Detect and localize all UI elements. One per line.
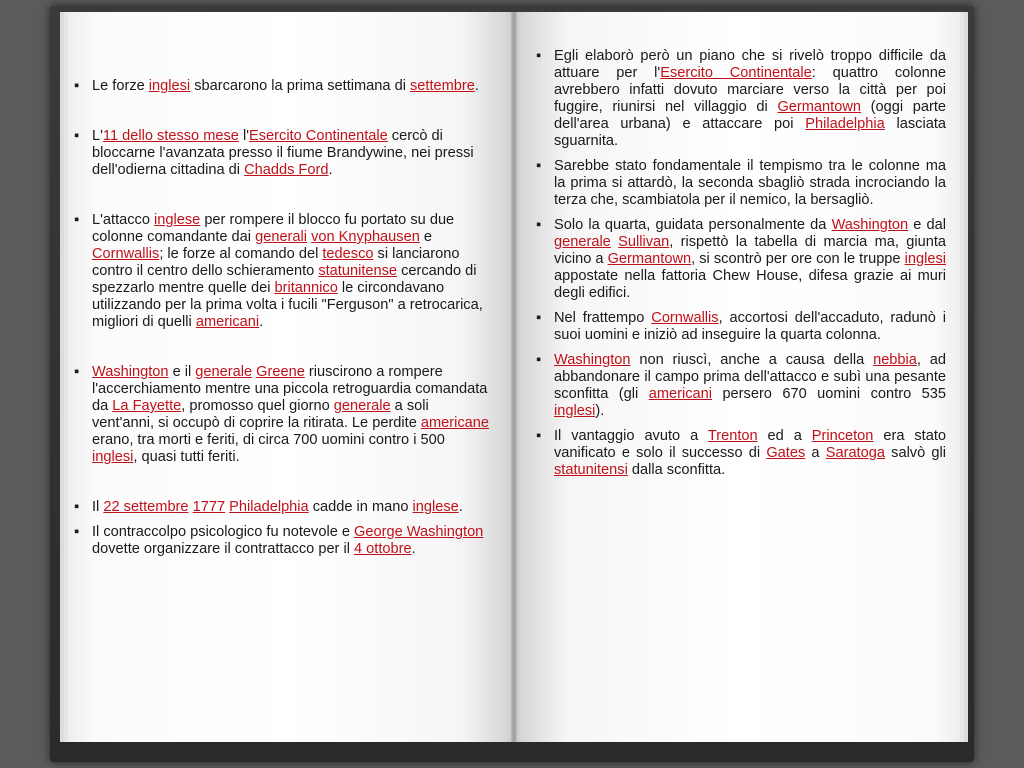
wiki-link[interactable]: La Fayette bbox=[112, 398, 182, 414]
list-item bbox=[536, 217, 946, 302]
list-item bbox=[536, 48, 946, 150]
wiki-link[interactable]: Saratoga bbox=[825, 445, 885, 461]
wiki-link[interactable]: inglesi bbox=[904, 251, 946, 267]
text-segment: sbarcarono la prima settimana di bbox=[190, 78, 410, 94]
wiki-link[interactable]: Germantown bbox=[607, 251, 692, 267]
text-segment: , accortosi dell'accaduto, radunò i suoi uomini e iniziò ad inseguire la quarta colonna. bbox=[554, 310, 946, 343]
text-segment: persero 670 uomini contro 535 bbox=[711, 386, 946, 402]
wiki-link[interactable]: Philadelphia bbox=[229, 499, 309, 515]
wiki-link[interactable]: generali bbox=[255, 229, 308, 245]
text-segment: a bbox=[805, 445, 826, 461]
wiki-link[interactable]: inglese bbox=[154, 212, 201, 228]
text-segment: . bbox=[259, 314, 264, 330]
text-segment: Il contraccolpo psicologico fu notevole e bbox=[92, 524, 355, 540]
left-bullet-list bbox=[74, 78, 492, 591]
wiki-link[interactable]: George Washington bbox=[354, 524, 484, 540]
text-segment: salvò gli bbox=[884, 445, 947, 461]
wiki-link[interactable]: Trenton bbox=[707, 428, 758, 444]
text-segment: , quasi tutti feriti. bbox=[133, 449, 240, 465]
text-segment: era stato vanificato e solo il successo di bbox=[554, 428, 947, 461]
text-segment: cadde in mano bbox=[308, 499, 413, 515]
text-segment: cercò di bloccarne l'avanzata presso il fiume Brandywine, nei pressi dell'odierna cittadina di bbox=[92, 128, 474, 178]
text-segment: non riuscì, anche a causa della bbox=[630, 352, 874, 368]
wiki-link[interactable]: settembre bbox=[410, 78, 475, 94]
list-item bbox=[74, 128, 492, 179]
bullet-icon: ▪ bbox=[74, 128, 80, 144]
bullet-icon: ▪ bbox=[74, 364, 80, 380]
wiki-link[interactable]: Germantown bbox=[777, 99, 861, 115]
right-bullet-list bbox=[536, 48, 946, 487]
text-segment: Solo la quarta, guidata personalmente da bbox=[554, 217, 832, 233]
wiki-link[interactable]: Esercito Continentale bbox=[660, 65, 812, 81]
text-segment: ; le forze al comando del bbox=[159, 246, 323, 262]
bullet-icon: ▪ bbox=[536, 428, 542, 444]
text-segment: dalla sconfitta. bbox=[627, 462, 726, 478]
bullet-icon: ▪ bbox=[536, 217, 542, 233]
wiki-link[interactable]: 11 dello stesso mese bbox=[102, 128, 239, 144]
text-segment: a soli vent'anni, si occupò di coprire la ritirata. Le perdite bbox=[92, 398, 429, 431]
text-segment: (oggi parte dell'area urbana) e attaccare poi bbox=[554, 99, 946, 132]
text-segment: Il bbox=[92, 499, 104, 515]
list-item bbox=[536, 428, 946, 479]
bullet-icon: ▪ bbox=[536, 48, 542, 64]
bullet-icon: ▪ bbox=[536, 352, 542, 368]
wiki-link[interactable]: Greene bbox=[256, 364, 305, 380]
wiki-link[interactable]: inglese bbox=[412, 499, 459, 515]
list-item bbox=[74, 524, 492, 558]
list-item bbox=[74, 364, 492, 466]
wiki-link[interactable]: 22 settembre bbox=[103, 499, 189, 515]
text-segment: e bbox=[419, 229, 432, 245]
text-segment: erano, tra morti e feriti, di circa 700 uomini contro i 500 bbox=[92, 432, 445, 448]
text-segment: Sarebbe stato fondamentale il tempismo tra le colonne ma la prima si attardò, la seconda sbagliò strada incrociando la terza che, scambiatola per il nemico, la bersagliò. bbox=[554, 158, 946, 208]
text-segment: le circondavano utilizzando per la prima volta i fucili "Ferguson" a retrocarica, migliori di quelli bbox=[92, 280, 483, 330]
wiki-link[interactable]: Gates bbox=[766, 445, 806, 461]
list-item bbox=[536, 310, 946, 344]
text-segment: , rispettò la tabella di marcia ma, giunta vicino a bbox=[554, 234, 946, 267]
bullet-icon: ▪ bbox=[74, 499, 80, 515]
text-segment: cercando di spezzarlo mentre quelle dei bbox=[92, 263, 477, 296]
wiki-link[interactable]: inglesi bbox=[92, 449, 134, 465]
wiki-link[interactable]: tedesco bbox=[322, 246, 374, 262]
wiki-link[interactable]: generale bbox=[195, 364, 253, 380]
text-segment: per rompere il blocco fu portato su due colonne comandante dai bbox=[92, 212, 455, 245]
wiki-link[interactable]: statunitensi bbox=[554, 462, 628, 478]
text-segment: e il bbox=[168, 364, 196, 380]
wiki-link[interactable]: Washington bbox=[831, 217, 909, 233]
text-segment: , promosso quel giorno bbox=[181, 398, 334, 414]
list-item bbox=[74, 499, 492, 516]
text-segment: dovette organizzare il contrattacco per il bbox=[92, 541, 355, 557]
text-segment: . bbox=[458, 499, 463, 515]
wiki-link[interactable]: Cornwallis bbox=[651, 310, 719, 326]
bullet-icon: ▪ bbox=[74, 212, 80, 228]
text-segment: lasciata sguarnita. bbox=[554, 116, 946, 149]
wiki-link[interactable]: inglesi bbox=[554, 403, 596, 419]
bullet-icon: ▪ bbox=[536, 310, 542, 326]
wiki-link[interactable]: americani bbox=[648, 386, 712, 402]
wiki-link[interactable]: Cornwallis bbox=[92, 246, 160, 262]
text-segment: . bbox=[328, 162, 333, 178]
book-spine bbox=[511, 12, 517, 742]
text-segment: . bbox=[411, 541, 416, 557]
wiki-link[interactable]: americani bbox=[195, 314, 260, 330]
text-segment: Nel frattempo bbox=[554, 310, 652, 326]
text-segment: e dal bbox=[908, 217, 947, 233]
text-segment: Il vantaggio avuto a bbox=[554, 428, 708, 444]
wiki-link[interactable]: Washington bbox=[554, 352, 631, 368]
text-segment: ed a bbox=[757, 428, 812, 444]
wiki-link[interactable]: 1777 bbox=[192, 499, 226, 515]
wiki-link[interactable]: Sullivan bbox=[618, 234, 670, 250]
text-segment: l' bbox=[238, 128, 250, 144]
wiki-link[interactable]: americane bbox=[420, 415, 490, 431]
wiki-link[interactable]: inglesi bbox=[148, 78, 191, 94]
bullet-icon: ▪ bbox=[74, 524, 80, 540]
wiki-link[interactable]: 4 ottobre bbox=[354, 541, 412, 557]
text-segment: appostate nella fattoria Chew House, difesa grazie ai muri degli edifici. bbox=[554, 268, 946, 301]
wiki-link[interactable]: generale bbox=[554, 234, 611, 250]
text-segment: Egli elaborò però un piano che si rivelò troppo difficile da attuare per l' bbox=[554, 48, 946, 81]
text-segment: L' bbox=[92, 128, 103, 144]
wiki-link[interactable]: Esercito Continentale bbox=[249, 128, 388, 144]
wiki-link[interactable]: Chadds Ford bbox=[244, 162, 329, 178]
wiki-link[interactable]: Princeton bbox=[811, 428, 874, 444]
text-segment: . bbox=[474, 78, 479, 94]
bullet-icon: ▪ bbox=[536, 158, 542, 174]
wiki-link[interactable]: nebbia bbox=[873, 352, 917, 368]
text-segment: L'attacco bbox=[92, 212, 155, 228]
list-item bbox=[536, 158, 946, 209]
wiki-link[interactable]: Philadelphia bbox=[805, 116, 885, 132]
wiki-link[interactable]: britannico bbox=[274, 280, 338, 296]
text-segment: : quattro colonne avrebbero infatti dovuto marciare verso la città per poi fuggire, riunirsi nel villaggio di bbox=[554, 65, 946, 115]
list-item bbox=[536, 352, 946, 420]
text-segment: Le forze bbox=[92, 78, 149, 94]
wiki-link[interactable]: statunitense bbox=[318, 263, 398, 279]
wiki-link[interactable]: generale bbox=[333, 398, 391, 414]
wiki-link[interactable]: von Knyphausen bbox=[311, 229, 420, 245]
wiki-link[interactable]: Washington bbox=[92, 364, 169, 380]
text-segment: ). bbox=[595, 403, 605, 419]
list-item bbox=[74, 212, 492, 331]
text-segment: riuscirono a rompere l'accerchiamento mentre una piccola retroguardia comandata da bbox=[92, 364, 488, 414]
bullet-icon: ▪ bbox=[74, 78, 80, 94]
list-item bbox=[74, 78, 492, 95]
text-segment: , ad abbandonare il campo prima dell'attacco e subì una pesante sconfitta (gli bbox=[554, 352, 946, 402]
text-segment: , si scontrò per ore con le truppe bbox=[691, 251, 905, 267]
text-segment: si lanciarono contro il centro dello schieramento bbox=[92, 246, 460, 279]
